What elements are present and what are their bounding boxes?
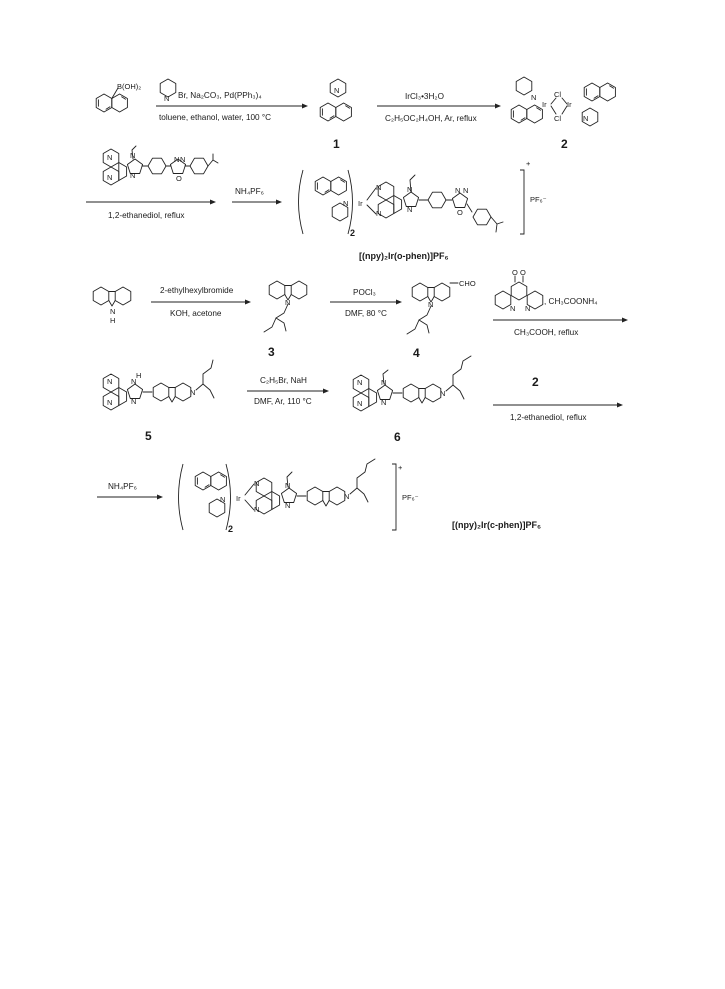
step2-reagent: IrCl₃•3H₂O (405, 92, 444, 101)
c-complex-counterion: PF₆⁻ (402, 493, 419, 502)
c-complex-ir: Ir (236, 494, 241, 503)
c-complex-n1: N (254, 479, 260, 488)
compound-6-n1: N (357, 378, 363, 387)
carbazole (93, 287, 131, 325)
step7-arrow (247, 389, 329, 394)
compound-6-structure (353, 356, 471, 411)
o-complex-n3: N (407, 185, 413, 194)
compound-6-n4: N (381, 398, 387, 407)
step5-arrow (330, 300, 402, 305)
phenanthroline-dione (495, 268, 598, 313)
step3-conditions: 1,2-ethanediol, reflux (108, 211, 185, 220)
naphthylboronic-acid (96, 82, 141, 112)
o-complex-n4: N (407, 205, 413, 214)
c-complex-carb-n: N (344, 492, 350, 501)
dione-n1: N (510, 304, 516, 313)
compound-5-n2: N (107, 398, 113, 407)
step6-reagent: , CH₃COONH₄ (544, 297, 598, 306)
dimer-n-left: N (531, 93, 537, 102)
compound-6-carb-n: N (440, 389, 446, 398)
o-lig-oxa-n2: N (180, 155, 186, 164)
dimer-ir-right: Ir (567, 100, 572, 109)
compound-1-n-label: N (334, 86, 340, 95)
step5-conditions: DMF, 80 °C (345, 309, 387, 318)
step8-reagent: 2 (532, 375, 539, 389)
o-lig-n2: N (107, 173, 113, 182)
o-lig-oxa-o: O (176, 174, 182, 183)
step4-conditions: KOH, acetone (170, 309, 222, 318)
step2-conditions: C₂H₅OC₂H₄OH, Ar, reflux (385, 114, 477, 123)
o-phen-product-label: [(npy)₂Ir(o-phen)]PF₆ (359, 251, 449, 261)
compound-5-n3: N (131, 397, 137, 406)
compound-5-n1: N (107, 377, 113, 386)
step8b-arrow (97, 495, 163, 500)
c-phen-product-label: [(npy)₂Ir(c-phen)]PF₆ (452, 520, 542, 530)
dimer-cl-bottom: Cl (554, 114, 562, 123)
compound-6-n3: N (381, 378, 387, 387)
c-complex-charge: + (398, 463, 403, 472)
compound-1-structure (320, 79, 351, 121)
o-complex-oxa-n1: N (455, 186, 461, 195)
step6-conditions: CH₃COOH, reflux (514, 328, 579, 337)
compound-4-label: 4 (413, 346, 420, 360)
compound-2-structure (511, 77, 615, 126)
step8-conditions: 1,2-ethanediol, reflux (510, 413, 587, 422)
o-lig-n4: N (130, 171, 136, 180)
o-complex-n2: N (376, 209, 382, 218)
step5-reagent: POCl₃ (353, 288, 376, 297)
o-phen-ligand (103, 146, 218, 185)
compound-4-structure (407, 279, 476, 334)
o-complex-subscript: 2 (350, 228, 356, 238)
step3-anion-exchange: NH₄PF₆ (235, 187, 264, 196)
dione-o1: O (512, 268, 518, 277)
carbazole-h: H (110, 316, 116, 325)
compound-6-label: 6 (394, 430, 401, 444)
c-complex-n4: N (285, 501, 291, 510)
compound-5-h: H (136, 371, 142, 380)
compound-5-nh: N (131, 377, 137, 386)
step3b-arrow (232, 200, 282, 205)
o-complex-oxa-o: O (457, 208, 463, 217)
c-complex-n2: N (254, 505, 260, 514)
dimer-cl-top: Cl (554, 90, 562, 99)
o-complex-npy-n: N (343, 199, 349, 208)
o-complex-n1: N (376, 183, 382, 192)
o-phen-complex (299, 170, 525, 238)
compound-5-carb-n: N (190, 388, 196, 397)
o-complex-counterion: PF₆⁻ (530, 195, 547, 204)
compound-3-n: N (285, 298, 291, 307)
compound-1-label: 1 (333, 137, 340, 151)
dimer-n-right: N (583, 114, 589, 123)
step1-conditions: toluene, ethanol, water, 100 °C (159, 113, 272, 122)
o-lig-n3: N (130, 151, 136, 160)
compound-3-label: 3 (268, 345, 275, 359)
compound-3-structure (264, 281, 307, 332)
carbazole-n: N (110, 307, 116, 316)
c-complex-npy-n: N (220, 495, 226, 504)
o-complex-oxa-n2: N (463, 186, 469, 195)
compound-4-aldehyde: CHO (459, 279, 476, 288)
step8-arrow (493, 403, 623, 408)
bromopyridine (160, 79, 262, 103)
o-complex-charge: + (526, 159, 531, 168)
compound-6-n2: N (357, 399, 363, 408)
compound-2-label: 2 (561, 137, 568, 151)
c-complex-subscript: 2 (228, 524, 234, 534)
dimer-ir-left: Ir (542, 100, 547, 109)
step6-arrow (493, 318, 628, 323)
step7-conditions: DMF, Ar, 110 °C (254, 397, 312, 406)
step2-arrow (377, 104, 501, 109)
step4-arrow (151, 300, 251, 305)
compound-4-n: N (428, 300, 434, 309)
boronic-acid-label: B(OH)₂ (117, 82, 142, 91)
dione-o2: O (520, 268, 526, 277)
step1-arrow (156, 104, 308, 109)
compound-5-structure (103, 360, 214, 410)
step3-arrow (86, 200, 216, 205)
dione-n2: N (525, 304, 531, 313)
pyridine-n-label: N (164, 94, 170, 103)
step1-reagent: Br, Na₂CO₃, Pd(PPh₃)₄ (178, 91, 262, 100)
compound-5-label: 5 (145, 429, 152, 443)
step4-reagent: 2-ethylhexylbromide (160, 286, 234, 295)
o-complex-ir: Ir (358, 199, 363, 208)
o-lig-n1: N (107, 153, 113, 162)
o-lig-oxa-n1: N (174, 155, 180, 164)
step8-anion-exchange: NH₄PF₆ (108, 482, 137, 491)
step7-reagent: C₂H₅Br, NaH (260, 376, 307, 385)
c-phen-complex (179, 459, 397, 534)
c-complex-n3: N (285, 481, 291, 490)
